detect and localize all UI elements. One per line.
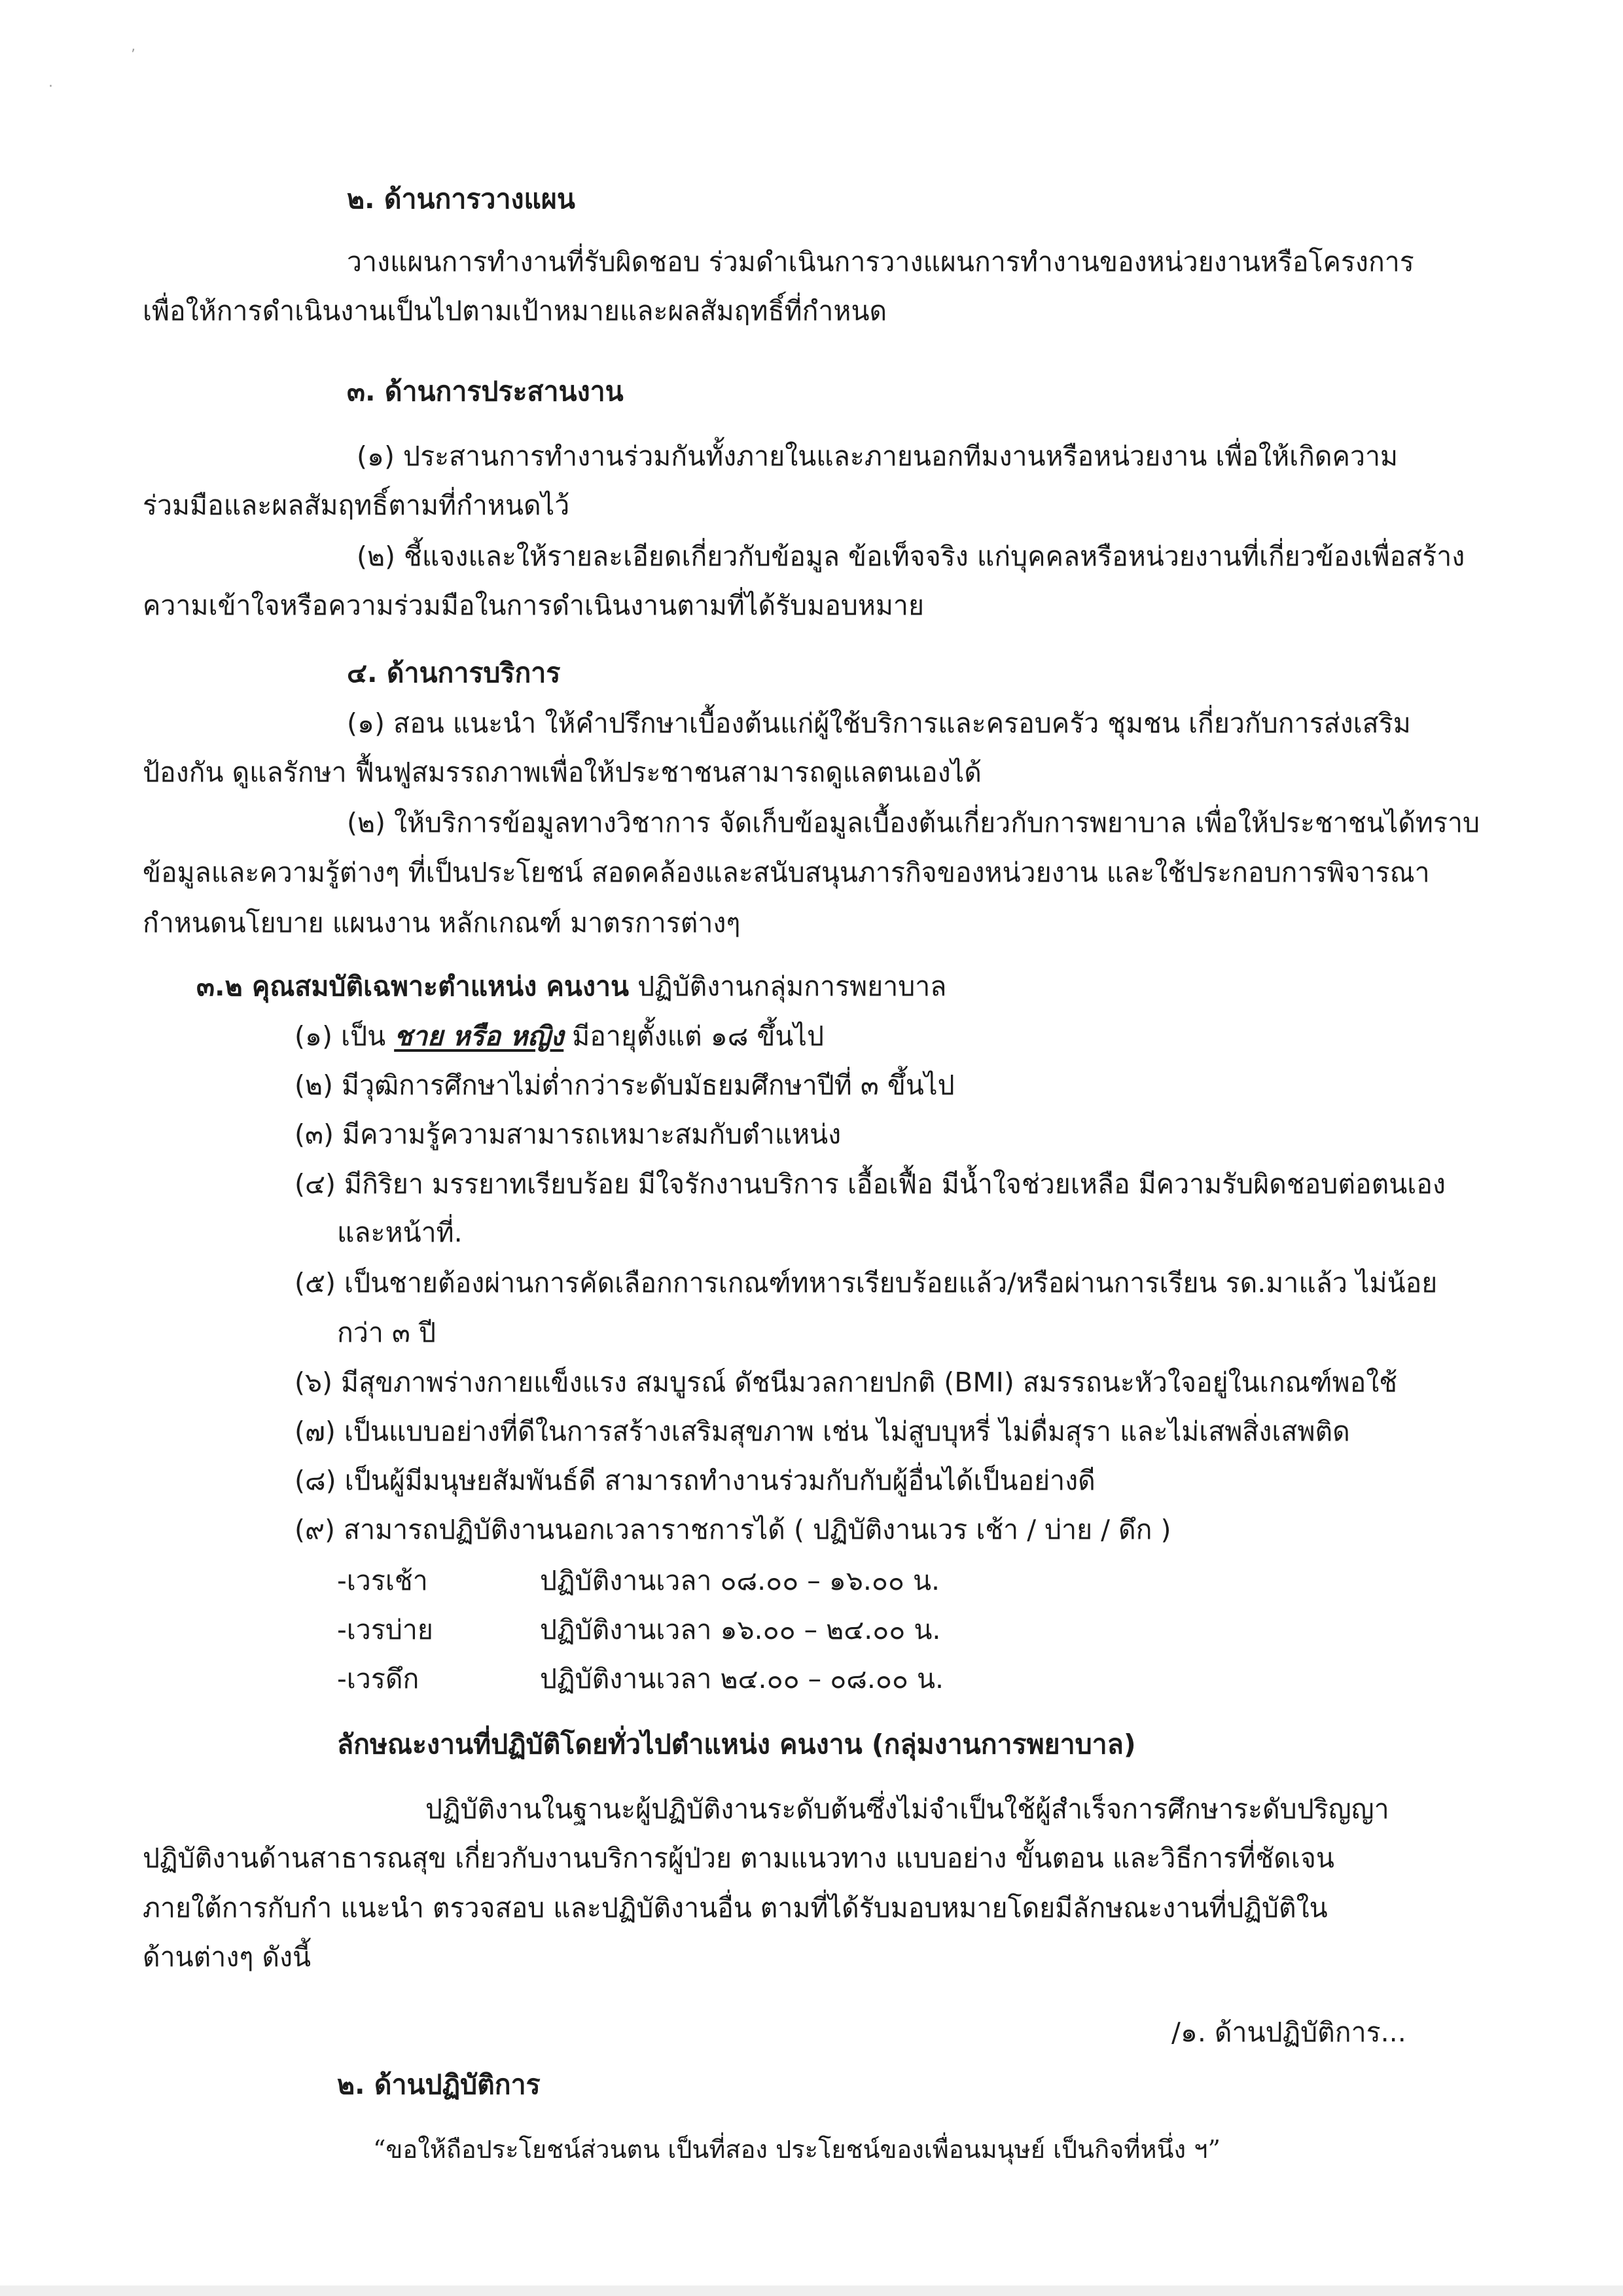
service-item-line: (๑) สอน แนะนำ ให้คำปรึกษาเบื้องต้นแก่ผู้ใช้บริการและครอบครัว ชุมชน เกี่ยวกับการส่งเสริม xyxy=(347,708,1411,739)
service-item-line: (๒) ให้บริการข้อมูลทางวิชาการ จัดเก็บข้อมูลเบื้องต้นเกี่ยวกับการพยาบาล เพื่อให้ประชาชนได้ทราบ xyxy=(347,807,1480,838)
qualification-item-continuation: กว่า ๓ ปี xyxy=(337,1317,436,1348)
qualification-item-continuation: และหน้าที่. xyxy=(337,1217,463,1248)
qualification-item: (๙) สามารถปฏิบัติงานนอกเวลาราชการได้ ( ปฏิบัติงานเวร เช้า / บ่าย / ดึก ) xyxy=(294,1514,1171,1545)
continuation-note: /๑. ด้านปฏิบัติการ... xyxy=(1171,2017,1406,2048)
qualification-prefix: (๑) เป็น xyxy=(294,1020,395,1052)
qualification-item: (๖) มีสุขภาพร่างกายแข็งแรง สมบูรณ์ ดัชนีมวลกายปกติ (BMI) สมรรถนะหัวใจอยู่ในเกณฑ์พอใช้ xyxy=(294,1367,1398,1398)
service-item-line: ข้อมูลและความรู้ต่างๆ ที่เป็นประโยชน์ สอดคล้องและสนับสนุนภารกิจของหน่วยงาน และใช้ประกอบการพิจารณา xyxy=(143,857,1430,888)
job-nature-line: ภายใต้การกับกำ แนะนำ ตรวจสอบ และปฏิบัติงานอื่น ตามที่ได้รับมอบหมายโดยมีลักษณะงานที่ปฏิบัติใน xyxy=(143,1892,1328,1924)
shift-time: ปฏิบัติงานเวลา ๑๖.๐๐ – ๒๔.๐๐ น. xyxy=(540,1614,941,1645)
section-heading-coordination: ๓. ด้านการประสานงาน xyxy=(347,376,624,407)
job-nature-line: ด้านต่างๆ ดังนี้ xyxy=(143,1941,312,1973)
job-nature-line: ปฏิบัติงานด้านสาธารณสุข เกี่ยวกับงานบริการผู้ป่วย ตามแนวทาง แบบอย่าง ขั้นตอน และวิธีการที่ชัดเจน xyxy=(143,1842,1334,1874)
gender-requirement: ชาย หรือ หญิง xyxy=(394,1020,564,1052)
qualification-item: (๒) มีวุฒิการศึกษาไม่ต่ำกว่าระดับมัธยมศึกษาปีที่ ๓ ขึ้นไป xyxy=(294,1069,955,1101)
qualification-item: (๘) เป็นผู้มีมนุษยสัมพันธ์ดี สามารถทำงานร่วมกับกับผู้อื่นได้เป็นอย่างดี xyxy=(294,1465,1096,1496)
coordination-item-line: ความเข้าใจหรือความร่วมมือในการดำเนินงานตามที่ได้รับมอบหมาย xyxy=(143,590,924,621)
qualification-item: (๗) เป็นแบบอย่างที่ดีในการสร้างเสริมสุขภาพ เช่น ไม่สูบบุหรี่ ไม่ดื่มสุรา และไม่เสพสิ่งเสพติด xyxy=(294,1416,1350,1447)
footer-motto: “ขอให้ถือประโยชน์ส่วนตน เป็นที่สอง ประโยชน์ของเพื่อนมนุษย์ เป็นกิจที่หนึ่ง ฯ” xyxy=(373,2135,1221,2164)
shift-name: -เวรเช้า xyxy=(337,1565,428,1596)
qualification-suffix: มีอายุตั้งแต่ ๑๘ ขึ้นไป xyxy=(563,1020,825,1052)
section-heading-service: ๔. ด้านการบริการ xyxy=(347,657,561,689)
scan-speck: · xyxy=(48,79,53,95)
coordination-item-line: ร่วมมือและผลสัมฤทธิ์ตามที่กำหนดไว้ xyxy=(143,490,570,521)
section-heading-planning: ๒. ด้านการวางแผน xyxy=(347,183,575,215)
qualification-item: (๕) เป็นชายต้องผ่านการคัดเลือกการเกณฑ์ทหารเรียบร้อยแล้ว/หรือผ่านการเรียน รด.มาแล้ว ไม่น้อย xyxy=(294,1267,1438,1299)
coordination-item-line: (๒) ชี้แจงและให้รายละเอียดเกี่ยวกับข้อมูล ข้อเท็จจริง แก่บุคคลหรือหน่วยงานที่เกี่ยวข้องเพื่อสร้าง xyxy=(357,541,1465,572)
service-item-line: กำหนดนโยบาย แผนงาน หลักเกณฑ์ มาตรการต่างๆ xyxy=(143,907,741,939)
coordination-item-line: (๑) ประสานการทำงานร่วมกันทั้งภายในและภายนอกทีมงานหรือหน่วยงาน เพื่อให้เกิดความ xyxy=(357,440,1399,472)
qualifications-heading-bold: ๓.๒ คุณสมบัติเฉพาะตำแหน่ง คนงาน xyxy=(196,971,630,1002)
qualifications-heading xyxy=(196,973,946,1000)
job-nature-line: ปฏิบัติงานในฐานะผู้ปฏิบัติงานระดับต้นซึ่งไม่จำเป็นใช้ผู้สำเร็จการศึกษาระดับปริญญา xyxy=(425,1793,1389,1825)
shift-time: ปฏิบัติงานเวลา ๒๔.๐๐ – ๐๘.๐๐ น. xyxy=(540,1663,944,1695)
job-nature-heading: ลักษณะงานที่ปฏิบัติโดยทั่วไปตำแหน่ง คนงาน (กลุ่มงานการพยาบาล) xyxy=(337,1729,1136,1760)
shift-name: -เวรบ่าย xyxy=(337,1614,433,1645)
shift-name: -เวรดึก xyxy=(337,1663,419,1695)
next-page-heading: ๒. ด้านปฏิบัติการ xyxy=(337,2069,541,2100)
shift-time: ปฏิบัติงานเวลา ๐๘.๐๐ – ๑๖.๐๐ น. xyxy=(540,1565,940,1596)
planning-paragraph-line: วางแผนการทำงานที่รับผิดชอบ ร่วมดำเนินการวางแผนการทำงานของหน่วยงานหรือโครงการ xyxy=(347,246,1414,278)
planning-paragraph-line: เพื่อให้การดำเนินงานเป็นไปตามเป้าหมายและผลสัมฤทธิ์ที่กำหนด xyxy=(143,295,887,327)
qualification-item: (๔) มีกิริยา มรรยาทเรียบร้อย มีใจรักงานบริการ เอื้อเฟื้อ มีน้ำใจช่วยเหลือ มีความรับผิดชอบต่อตนเอง xyxy=(294,1168,1446,1200)
qualifications-heading-rest: ปฏิบัติงานกลุ่มการพยาบาล xyxy=(629,971,947,1002)
qualification-item xyxy=(294,1020,825,1052)
scan-speck: ’ xyxy=(131,47,135,63)
service-item-line: ป้องกัน ดูแลรักษา ฟื้นฟูสมรรถภาพเพื่อให้ประชาชนสามารถดูแลตนเองได้ xyxy=(143,757,982,788)
qualification-item: (๓) มีความรู้ความสามารถเหมาะสมกับตำแหน่ง xyxy=(294,1119,842,1150)
scan-edge xyxy=(0,2286,1623,2296)
